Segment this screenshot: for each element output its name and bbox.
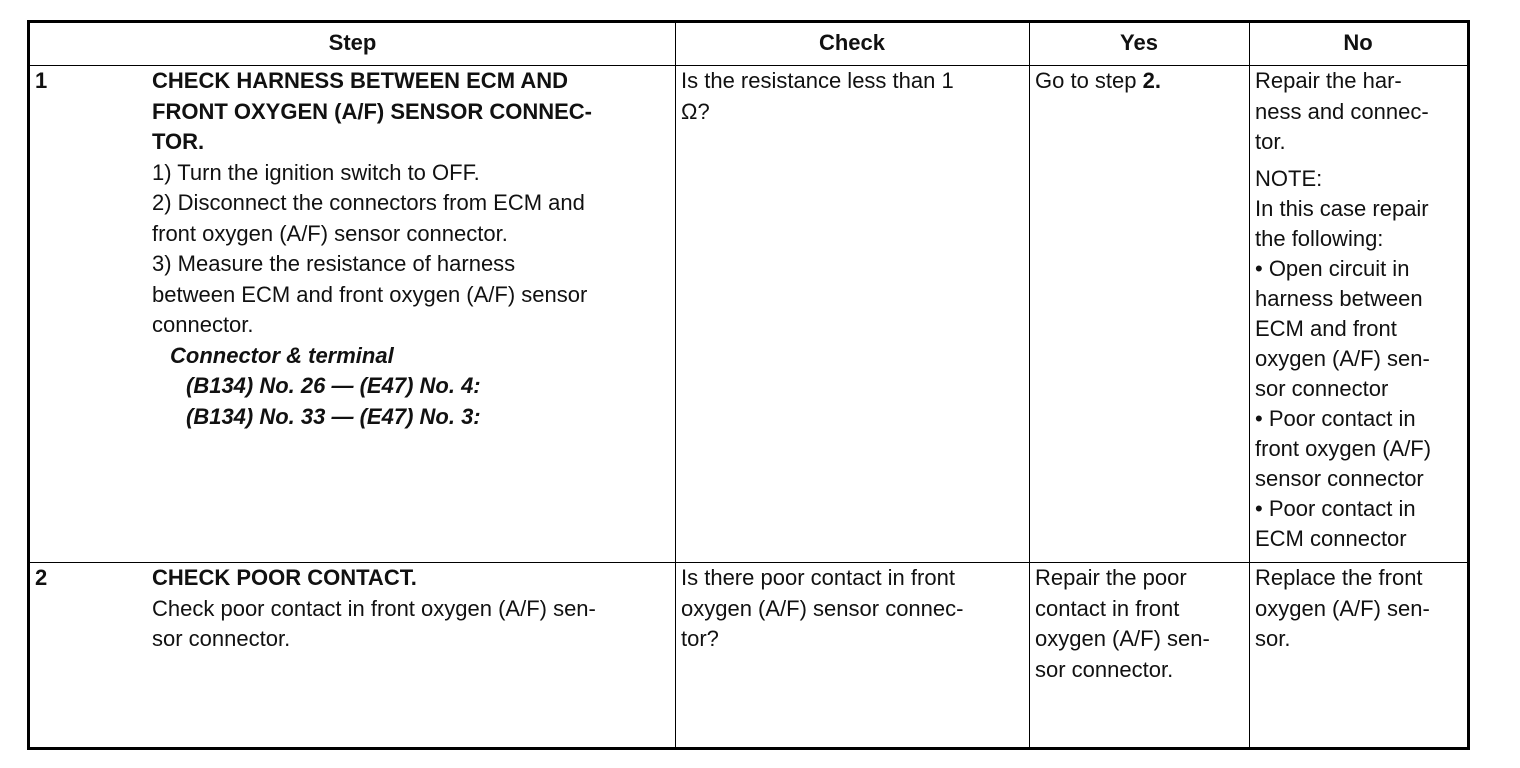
note-line: • Poor contact in — [1255, 496, 1416, 521]
step-text-line: 2) Disconnect the connectors from ECM and — [152, 190, 585, 215]
yes-cell — [1035, 563, 1245, 685]
no-line: Replace the front — [1255, 565, 1423, 590]
step-number: 2 — [35, 565, 48, 590]
step-number: 1 — [35, 68, 48, 93]
check-line: Ω? — [681, 98, 710, 124]
step-text-line: between ECM and front oxygen (A/F) sensor — [152, 281, 588, 307]
check-line: oxygen (A/F) sensor connec- — [681, 595, 964, 621]
check-line: Is there poor contact in front — [681, 565, 955, 590]
note-line: ECM connector — [1255, 526, 1407, 551]
no-line: sor. — [1255, 626, 1291, 651]
no-line: oxygen (A/F) sen- — [1255, 595, 1430, 621]
step-text-line: sor connector. — [152, 626, 291, 651]
note-line: • Poor contact in — [1255, 406, 1416, 431]
spec-line: (B134) No. 33 — (E47) No. 3: — [186, 403, 481, 429]
yes-line: Repair the poor — [1035, 565, 1187, 590]
note-line: In this case repair — [1255, 196, 1429, 221]
note-line: oxygen (A/F) sen- — [1255, 346, 1430, 371]
yes-line: sor connector. — [1035, 656, 1174, 682]
check-line: tor? — [681, 626, 719, 651]
step-title-line: CHECK HARNESS BETWEEN ECM AND — [152, 68, 568, 93]
no-line: Repair the har- — [1255, 68, 1402, 93]
column-divider — [675, 23, 676, 747]
note-label: NOTE: — [1255, 165, 1323, 191]
step-text-line: 1) Turn the ignition switch to OFF. — [152, 159, 480, 185]
note-line: ECM and front — [1255, 316, 1397, 341]
column-divider — [1029, 23, 1030, 747]
step-title-line: FRONT OXYGEN (A/F) SENSOR CONNEC- — [152, 98, 593, 124]
column-divider — [1249, 23, 1250, 747]
note-line: sensor connector — [1255, 466, 1424, 491]
step-text-line: connector. — [152, 312, 254, 337]
header-check: Check — [818, 30, 886, 55]
yes-line: contact in front — [1035, 595, 1180, 621]
check-line: Is the resistance less than 1 — [681, 68, 954, 93]
note-line: front oxygen (A/F) — [1255, 436, 1432, 461]
note-line: the following: — [1255, 226, 1384, 251]
header-yes: Yes — [1120, 30, 1158, 55]
check-cell — [681, 563, 1021, 655]
step-text-line: Check poor contact in front oxygen (A/F) sen- — [152, 595, 596, 621]
header-step: Step — [328, 30, 377, 55]
step-title-line: TOR. — [152, 129, 205, 154]
step-description — [152, 66, 672, 432]
yes-line: oxygen (A/F) sen- — [1035, 626, 1210, 651]
no-line: tor. — [1255, 129, 1286, 154]
header-no: No — [1343, 30, 1373, 55]
note-line: sor connector — [1255, 376, 1389, 401]
no-cell — [1255, 563, 1467, 655]
step-description — [152, 563, 672, 655]
note-line: • Open circuit in — [1255, 256, 1410, 281]
no-cell — [1255, 66, 1467, 554]
spec-line: (B134) No. 26 — (E47) No. 4: — [186, 373, 481, 398]
check-cell — [681, 66, 1021, 127]
spec-title: Connector & terminal — [170, 342, 394, 368]
note-line: harness between — [1255, 286, 1423, 311]
no-line: ness and connec- — [1255, 98, 1429, 124]
yes-text: Go to step — [1035, 68, 1143, 93]
step-text-line: front oxygen (A/F) sensor connector. — [152, 220, 508, 246]
diagnostic-table — [27, 20, 1470, 750]
step-title-line: CHECK POOR CONTACT. — [152, 565, 417, 590]
yes-step-link: 2. — [1142, 68, 1161, 93]
step-text-line: 3) Measure the resistance of harness — [152, 251, 516, 276]
yes-cell — [1035, 66, 1245, 97]
